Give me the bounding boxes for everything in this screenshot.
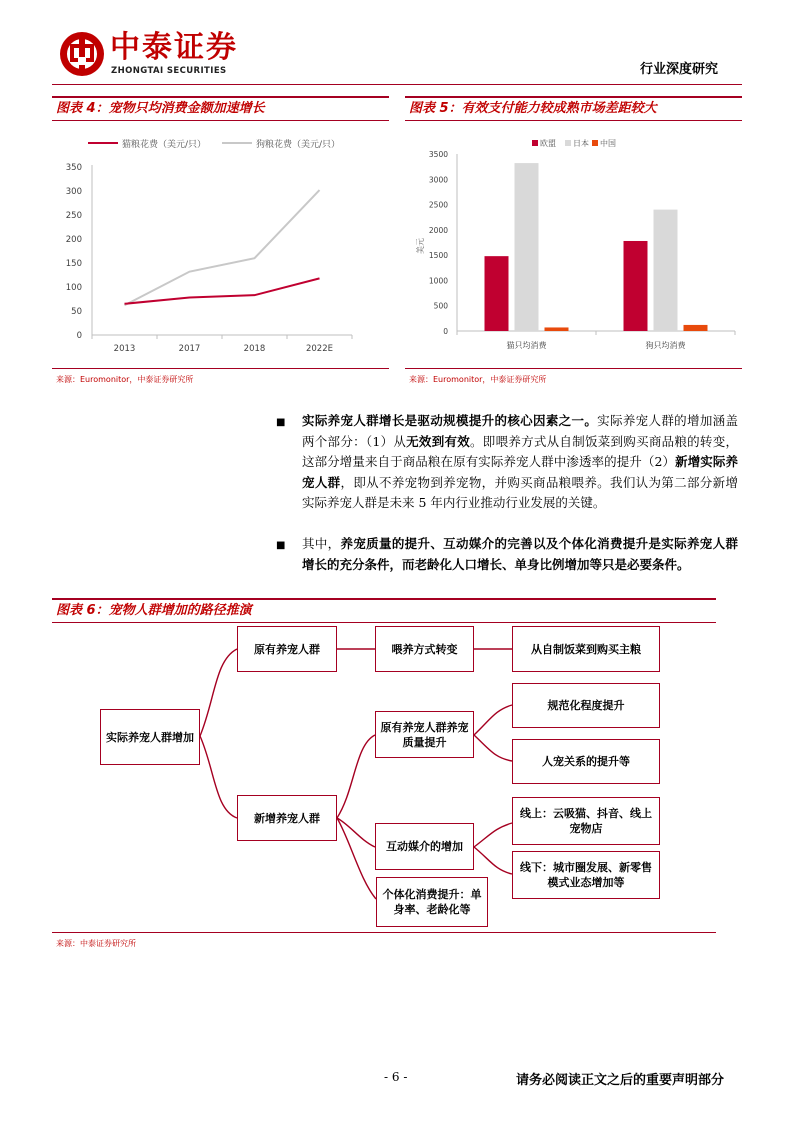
legend-label-eu: 欧盟 — [540, 139, 556, 148]
page-number: - 6 - — [384, 1070, 408, 1084]
connector — [337, 818, 376, 899]
section-label: 行业深度研究 — [640, 62, 719, 77]
y-tick-label: 50 — [71, 307, 82, 317]
fig6-bottom-rule — [52, 932, 716, 933]
fig6-source: 来源：中泰证券研究所 — [56, 939, 136, 948]
connector — [474, 705, 512, 735]
connector — [474, 847, 512, 874]
legend-label-jp: 日本 — [573, 139, 589, 148]
p2-bold-b: 养宠质量的提升、互动媒介的完善以及个体化消费提升是实际养宠人群增长的充分条件，而老龄化人口增长、单身比例增加等只是必要条件。 — [302, 536, 738, 572]
node-standard: 规范化程度提升 — [512, 683, 660, 728]
fig5-source: 来源：Euromonitor，中泰证券研究所 — [409, 375, 547, 384]
y-tick-label: 300 — [65, 187, 82, 197]
bullet-icon: ■ — [276, 540, 286, 551]
x-tick-label: 狗只均消费 — [645, 341, 686, 350]
bullet-icon: ■ — [276, 417, 286, 428]
connector — [474, 735, 512, 761]
node-offline: 线下：城市圈发展、新零售模式业态增加等 — [512, 851, 660, 899]
p1-lead: 实际养宠人群增长是驱动规模提升的核心因素之一。 — [302, 413, 598, 428]
legend-label-cat: 猫粮花费（美元/只） — [122, 140, 207, 150]
node-quality: 原有养宠人群养宠质量提升 — [375, 711, 474, 758]
node-root: 实际养宠人群增加 — [100, 709, 200, 765]
y-tick-label: 0 — [443, 327, 448, 336]
y-tick-label: 500 — [433, 301, 448, 311]
p1-text-c: 。即喂养方式从自制饭菜到购买商品粮的转变，这部分增量来自于商品粮在原有实际养宠人群中渗透率的提升（2） — [302, 433, 738, 469]
y-tick-label: 350 — [65, 163, 82, 173]
p2-text-a: 其中， — [302, 536, 341, 551]
x-tick-label: 2013 — [113, 344, 136, 354]
y-tick-label: 3000 — [428, 175, 448, 185]
p1-text-e: ，即从不养宠物到养宠物，并购买商品粮喂养。我们认为第二部分新增实际养宠人群是未来 5 年内行业推动行业发展的关键。 — [302, 474, 738, 510]
fig5-title: 图表 5：有效支付能力较成熟市场差距较大 — [409, 101, 657, 116]
x-tick-label: 2017 — [178, 344, 201, 354]
connector — [200, 736, 237, 818]
y-tick-label: 1000 — [428, 276, 448, 286]
node-individual: 个体化消费提升：单身率、老龄化等 — [376, 877, 488, 927]
disclaimer: 请务必阅读正文之后的重要声明部分 — [516, 1073, 725, 1088]
p1-text-a: 实际养宠人群的增加涵盖两个部分：（1）从 — [302, 413, 738, 449]
p1-bold-b: 无效到有效 — [406, 433, 471, 449]
node-relation: 人宠关系的提升等 — [512, 739, 660, 784]
y-tick-label: 2000 — [428, 225, 448, 235]
x-tick-label: 2022E — [305, 344, 334, 354]
fig4-source: 来源：Euromonitor，中泰证券研究所 — [56, 375, 194, 384]
y-tick-label: 150 — [65, 259, 82, 269]
node-existing: 原有养宠人群 — [237, 626, 337, 672]
connector — [474, 823, 512, 847]
node-online: 线上：云吸猫、抖音、线上宠物店 — [512, 797, 660, 845]
x-tick-label: 2018 — [243, 344, 266, 354]
node-new: 新增养宠人群 — [237, 795, 337, 841]
node-feeding: 喂养方式转变 — [375, 626, 474, 672]
y-tick-label: 0 — [76, 331, 82, 341]
fig6-title: 图表 6：宠物人群增加的路径推演 — [56, 603, 252, 618]
x-tick-label: 猫只均消费 — [506, 341, 547, 350]
y-tick-label: 250 — [65, 211, 82, 221]
fig4-title: 图表 4：宠物只均消费金额加速增长 — [56, 101, 265, 116]
p1-bold-d: 新增实际养宠人群 — [302, 454, 738, 490]
connector — [337, 818, 375, 847]
legend-label-dog: 狗粮花费（美元/只） — [256, 140, 341, 150]
logo-cn: 中泰证券 — [110, 30, 238, 65]
y-tick-label: 1500 — [428, 251, 448, 261]
legend-label-cn: 中国 — [600, 139, 616, 148]
logo-en: ZHONGTAI SECURITIES — [111, 66, 227, 76]
y-tick-label: 200 — [65, 235, 82, 245]
connector — [337, 735, 375, 818]
y-tick-label: 3500 — [428, 150, 448, 159]
node-homemade: 从自制饭菜到购买主粮 — [512, 626, 660, 672]
node-media: 互动媒介的增加 — [375, 823, 474, 870]
fig5-ylabel: 美元 — [416, 238, 425, 254]
y-tick-label: 100 — [65, 283, 82, 293]
connector — [200, 649, 237, 736]
y-tick-label: 2500 — [428, 200, 448, 210]
